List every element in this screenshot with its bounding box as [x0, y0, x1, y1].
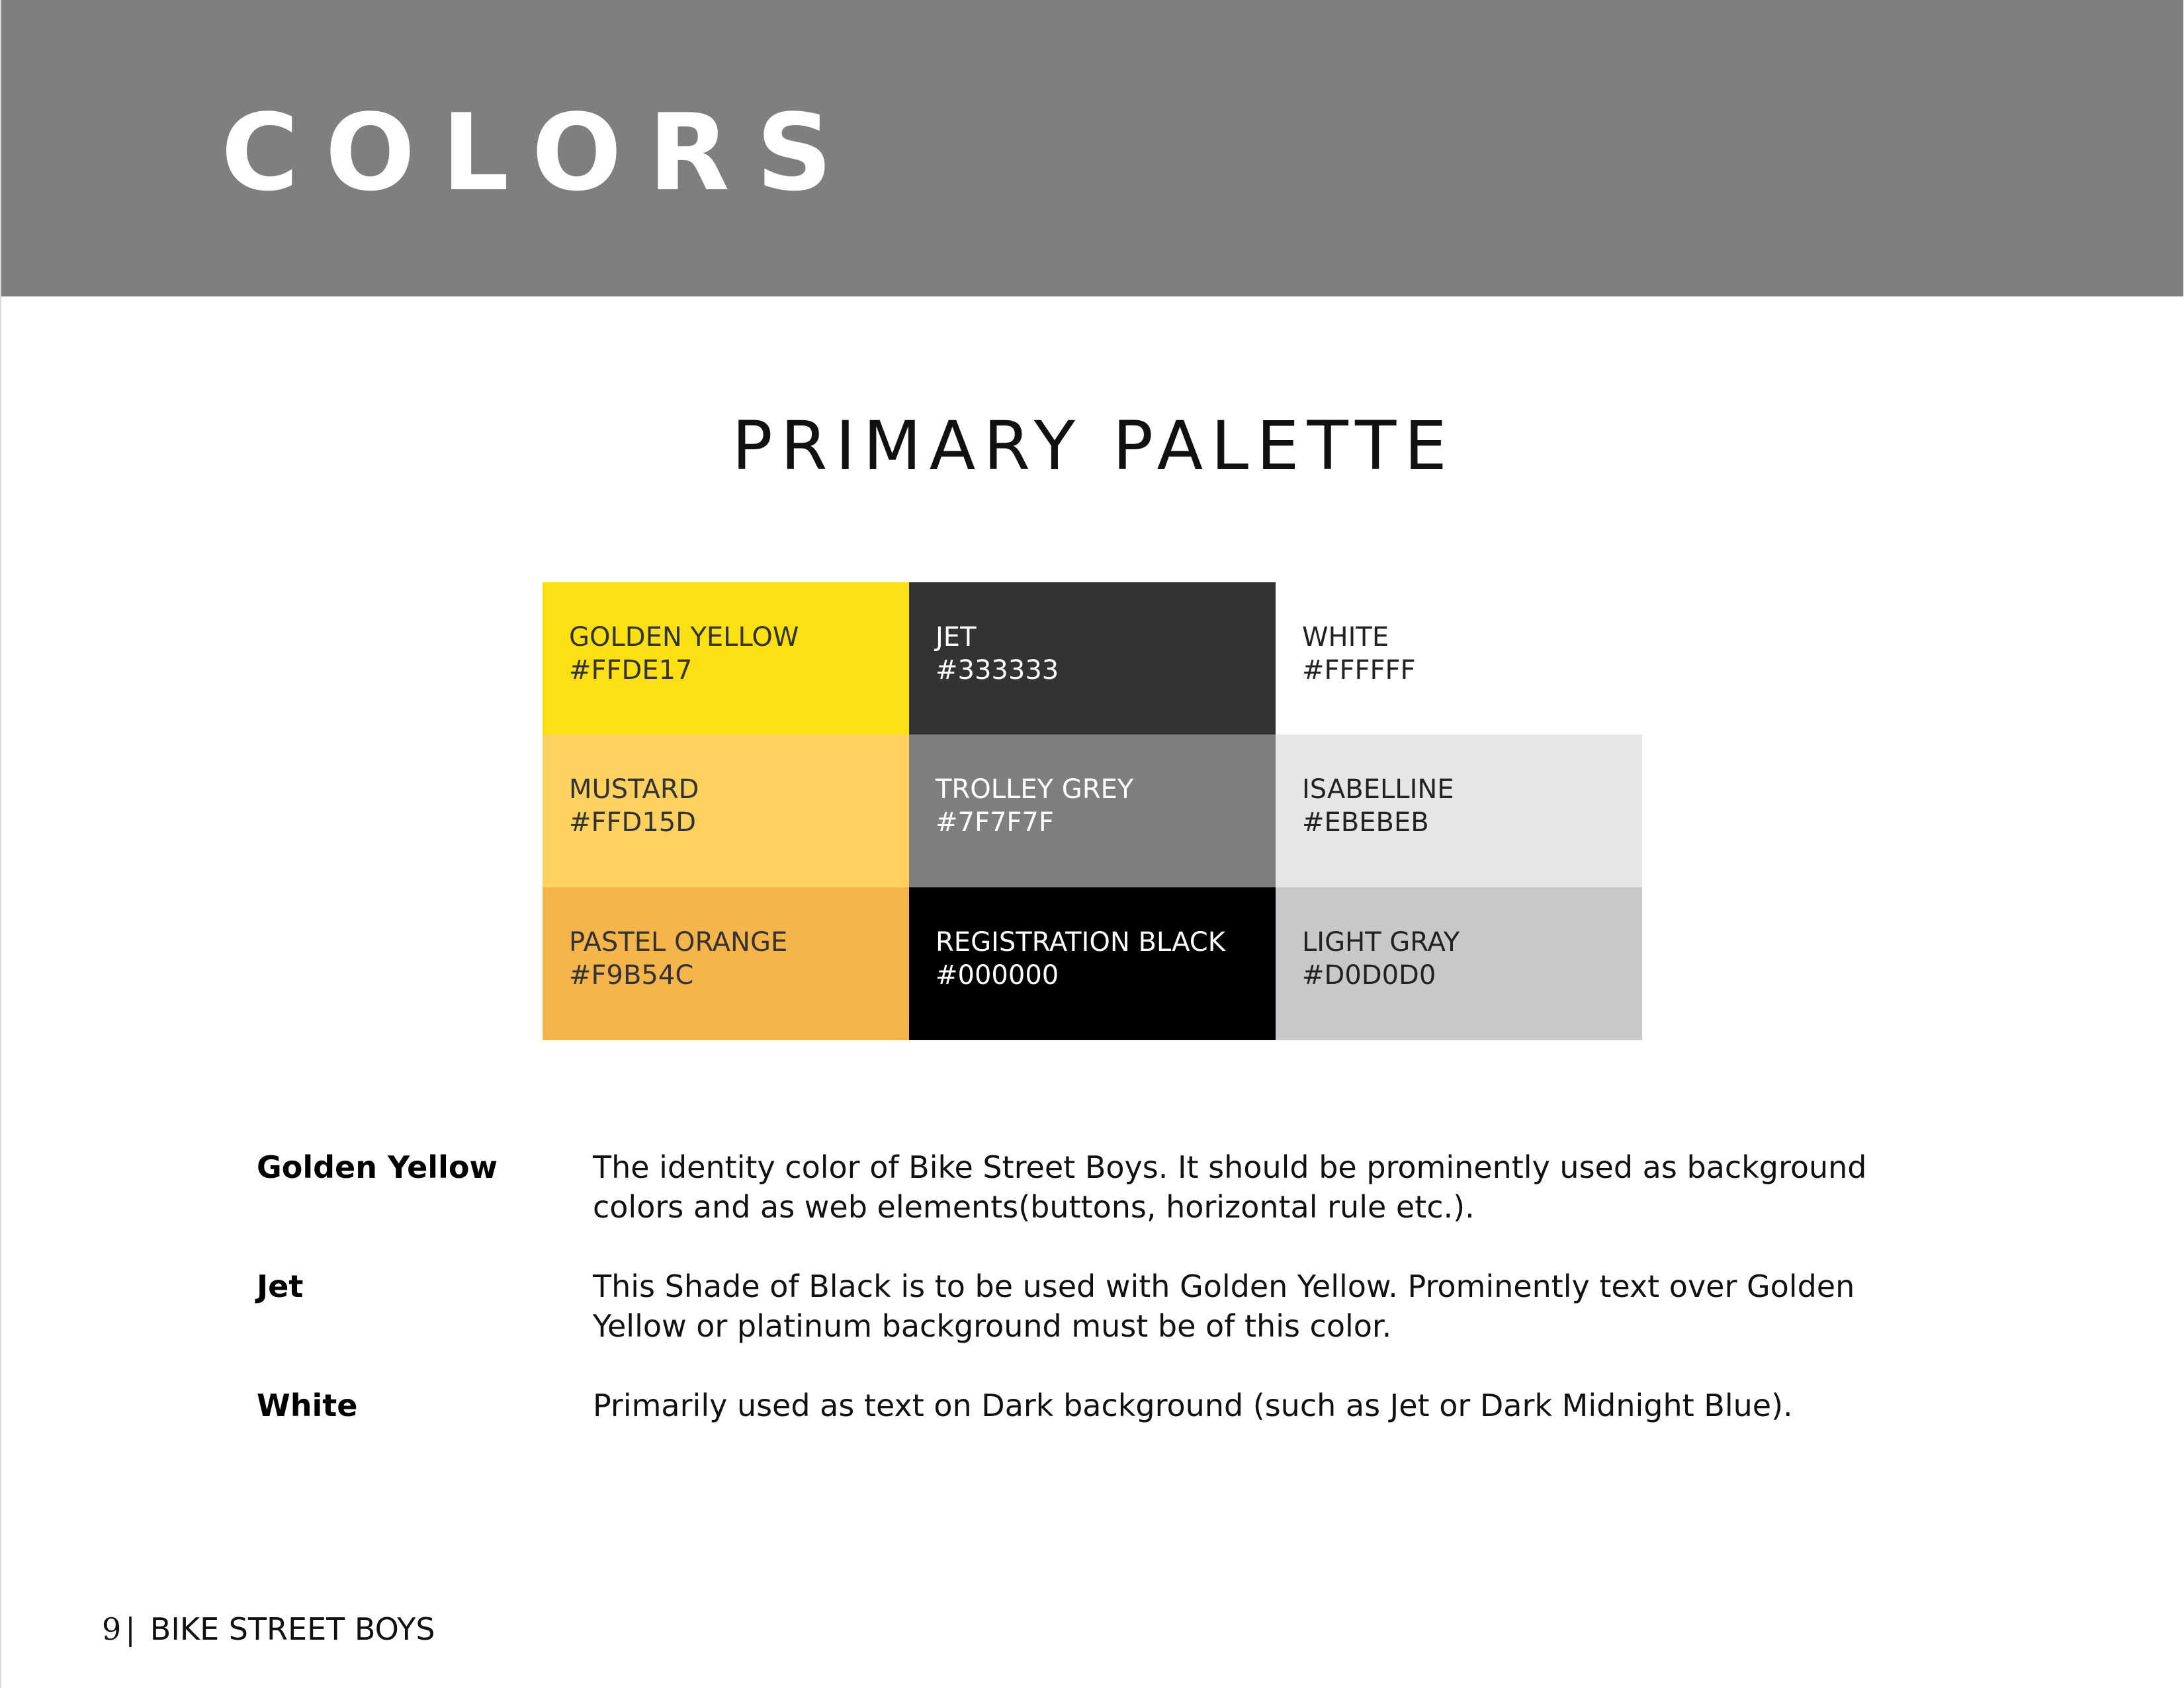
description-row	[257, 1142, 1950, 1261]
swatch-pastel-orange	[543, 887, 909, 1040]
swatch-name: GOLDEN YELLOW	[569, 622, 799, 652]
swatch-name: TROLLEY GREY	[936, 774, 1134, 805]
swatch-trolley-grey	[909, 734, 1276, 887]
swatch-name: LIGHT GRAY	[1302, 927, 1460, 957]
swatch-hex: #D0D0D0	[1302, 960, 1436, 991]
swatch-hex: #EBEBEB	[1302, 807, 1429, 838]
description-term: Golden Yellow	[257, 1149, 498, 1185]
swatch-isabelline	[1276, 734, 1642, 887]
description-text: This Shade of Black is to be used with Golden Yellow. Prominently text over Golden Yellow or platinum background must be of this color.	[593, 1268, 1855, 1344]
swatch-hex: #F9B54C	[569, 960, 694, 991]
swatch-jet	[909, 582, 1276, 734]
swatch-hex: #FFFFFF	[1302, 655, 1416, 686]
description-term: Jet	[257, 1268, 304, 1304]
swatch-name: PASTEL ORANGE	[569, 927, 788, 957]
swatch-light-gray	[1276, 887, 1642, 1040]
description-row	[257, 1261, 1950, 1380]
swatch-white	[1276, 582, 1642, 734]
swatch-hex: #FFDE17	[569, 655, 693, 686]
swatch-hex: #FFD15D	[569, 807, 697, 838]
swatch-hex: #333333	[936, 655, 1059, 686]
page-title: COLORS	[221, 91, 859, 214]
section-title: PRIMARY PALETTE	[732, 407, 1455, 486]
page-number: 9	[102, 1611, 122, 1647]
swatch-name: MUSTARD	[569, 774, 699, 805]
page-footer	[102, 1609, 435, 1649]
color-descriptions	[257, 1142, 1950, 1499]
footer-brand: BIKE STREET BOYS	[150, 1611, 435, 1647]
description-row	[257, 1380, 1950, 1499]
swatch-name: WHITE	[1302, 622, 1389, 652]
swatch-mustard	[543, 734, 909, 887]
swatch-golden-yellow	[543, 582, 909, 734]
description-term: White	[257, 1388, 358, 1423]
swatch-registration-black	[909, 887, 1276, 1040]
color-palette-grid	[543, 582, 1642, 1040]
swatch-hex: #7F7F7F	[936, 807, 1054, 838]
description-text: Primarily used as text on Dark background (such as Jet or Dark Midnight Blue).	[593, 1388, 1793, 1423]
swatch-name: ISABELLINE	[1302, 774, 1454, 805]
description-text: The identity color of Bike Street Boys. It should be prominently used as background colors and as web elements(buttons, horizontal rule etc.).	[593, 1149, 1867, 1225]
swatch-name: REGISTRATION BLACK	[936, 927, 1225, 957]
swatch-name: JET	[936, 622, 977, 652]
footer-separator: |	[125, 1611, 136, 1647]
swatch-hex: #000000	[936, 960, 1059, 991]
